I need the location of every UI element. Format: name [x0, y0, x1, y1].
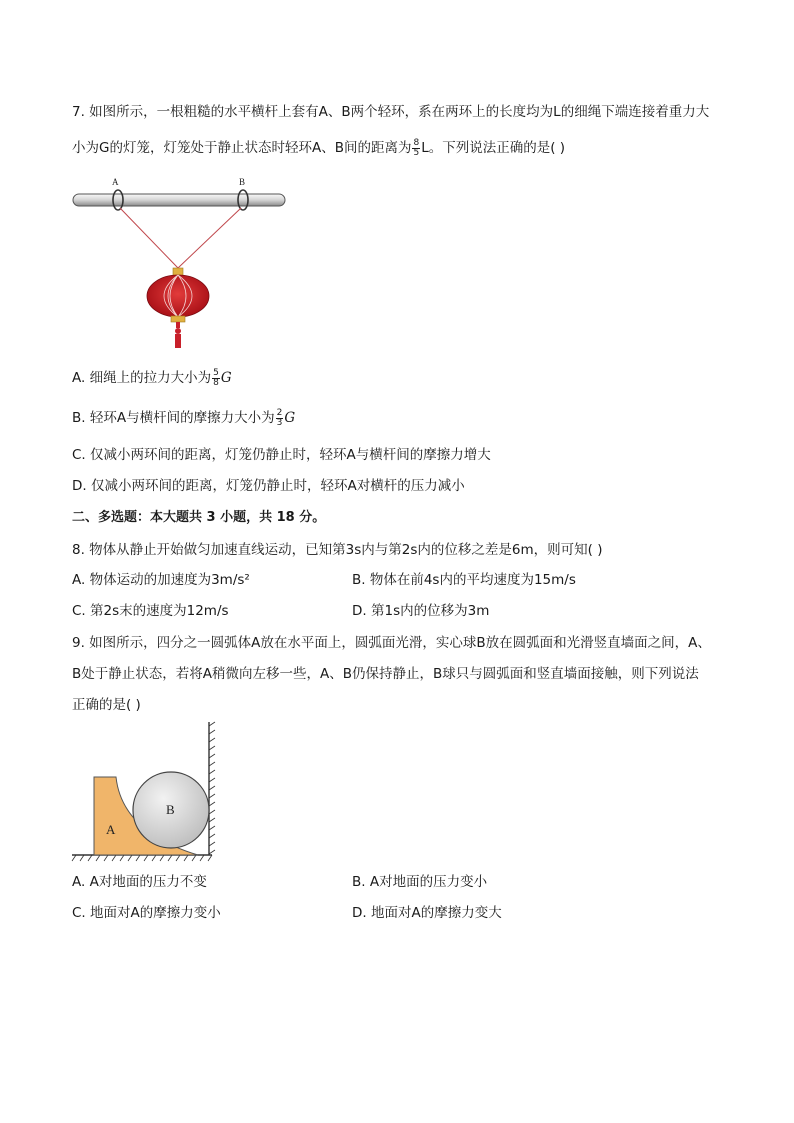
string-b: [178, 208, 241, 268]
q7-option-a-symbol: G: [220, 370, 232, 386]
q7-option-b-symbol: G: [284, 410, 296, 426]
q9-arc-ball-figure: [70, 720, 222, 862]
block-a-label: A: [106, 822, 116, 837]
q7-lantern-figure: [70, 172, 290, 352]
q8-option-b[interactable]: B. 物体在前4s内的平均速度为15m/s: [352, 572, 576, 588]
fraction-denominator: 8: [213, 377, 219, 388]
q7-option-b-text: B. 轻环A与横杆间的摩擦力大小为: [72, 410, 275, 426]
q7-option-b-fraction: [276, 409, 284, 428]
fraction-denominator: 5: [413, 147, 420, 158]
ground-hatching: [72, 855, 212, 861]
fraction-numerator: 8: [413, 137, 420, 148]
section-heading-multi-choice: 二、多选题：本大题共 3 小题，共 18 分。: [72, 510, 326, 525]
q7-option-a-text: A. 细绳上的拉力大小为: [72, 370, 212, 386]
fraction-denominator: 3: [276, 417, 283, 428]
horizontal-bar: [73, 194, 285, 206]
q8-option-c[interactable]: C. 第2s末的速度为12m/s: [72, 603, 229, 619]
wall-hatching: [209, 722, 215, 855]
ball-b-label: B: [166, 802, 175, 817]
q9-option-b[interactable]: B. A对地面的压力变小: [352, 874, 488, 890]
lantern-icon: [147, 268, 209, 348]
q9-stem-line2: B处于静止状态，若将A稍微向左移一些，A、B仍保持静止，B球只与圆弧面和竖直墙面接触，则下列说法: [72, 666, 699, 682]
q7-option-a[interactable]: [72, 368, 232, 388]
q8-option-d[interactable]: D. 第1s内的位移为3m: [352, 603, 490, 619]
fraction-numerator: 5: [213, 367, 219, 378]
q9-option-c[interactable]: C. 地面对A的摩擦力变小: [72, 905, 221, 921]
q9-stem-line1: 9. 如图所示，四分之一圆弧体A放在水平面上，圆弧面光滑，实心球B放在圆弧面和光滑竖直墙面之间，A、: [72, 635, 711, 651]
q7-stem-line1: 7. 如图所示，一根粗糙的水平横杆上套有A、B两个轻环，系在两环上的长度均为L的细绳下端连接着重力大: [72, 104, 710, 120]
q7-option-b[interactable]: [72, 408, 295, 428]
q7-distance-fraction: [412, 139, 420, 158]
q8-option-a[interactable]: A. 物体运动的加速度为3m/s²: [72, 572, 250, 588]
string-a: [120, 208, 178, 268]
fraction-numerator: 2: [276, 407, 283, 418]
q7-option-d[interactable]: D. 仅减小两环间的距离，灯笼仍静止时，轻环A对横杆的压力减小: [72, 478, 465, 494]
ring-a-label: A: [112, 177, 119, 187]
ring-b-label: B: [239, 177, 246, 187]
q8-stem: 8. 物体从静止开始做匀加速直线运动，已知第3s内与第2s内的位移之差是6m，则可知( ): [72, 542, 603, 558]
q7-stem-line2: [72, 138, 565, 158]
q9-stem-line3: 正确的是( ): [72, 697, 141, 713]
q7-stem-line2-text: 小为G的灯笼，灯笼处于静止状态时轻环A、B间的距离为: [72, 140, 412, 156]
q7-option-a-fraction: [212, 369, 220, 388]
q7-stem-line2-end: L。下列说法正确的是( ): [421, 140, 566, 156]
q7-option-c[interactable]: C. 仅减小两环间的距离，灯笼仍静止时，轻环A与横杆间的摩擦力增大: [72, 447, 491, 463]
q9-option-a[interactable]: A. A对地面的压力不变: [72, 874, 207, 890]
q9-option-d[interactable]: D. 地面对A的摩擦力变大: [352, 905, 502, 921]
